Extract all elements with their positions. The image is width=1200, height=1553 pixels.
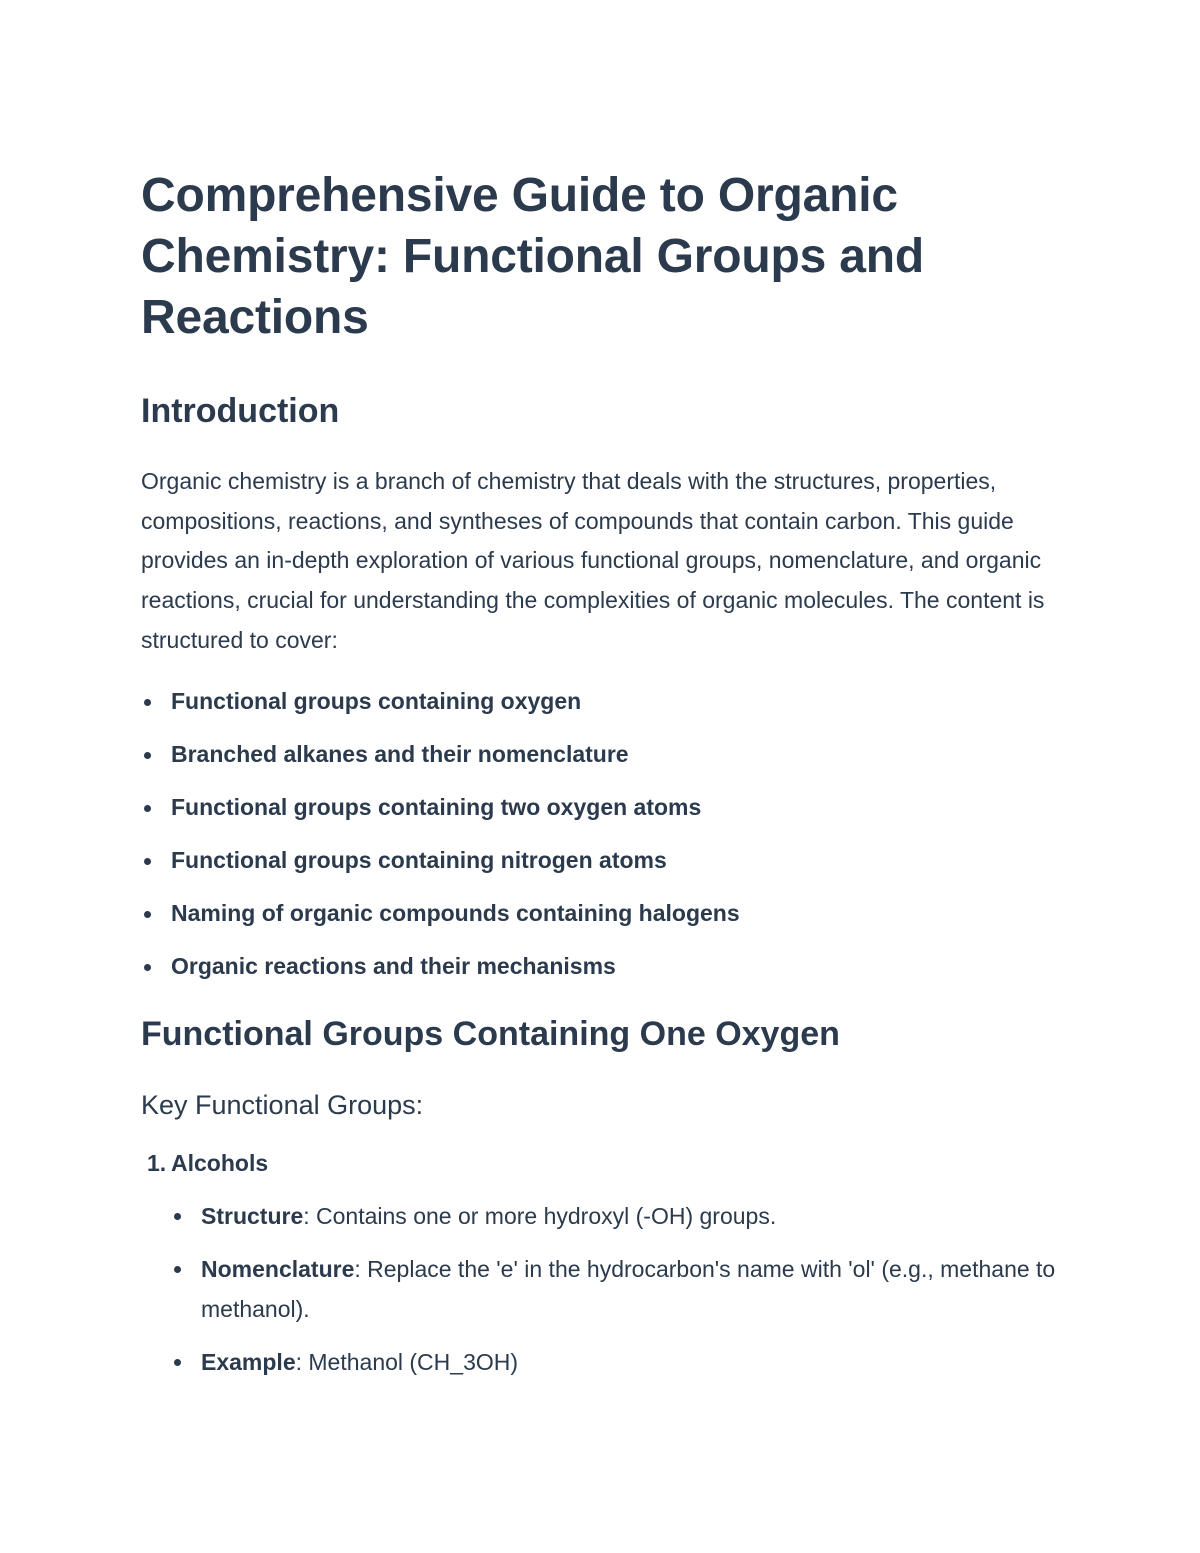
detail-text: : Methanol (CH_3OH) [295,1348,519,1375]
item-name: Alcohols [171,1149,269,1176]
list-item: Functional groups containing nitrogen atoms [141,834,1071,887]
list-item: Functional groups containing oxygen [141,675,1071,728]
document-title: Comprehensive Guide to Organic Chemistry: Functional Groups and Reactions [141,169,924,344]
detail-text: : Replace the 'e' in the hydrocarbon's name with 'ol' (e.g., methane to methanol). [201,1255,1056,1322]
section-subheading: Key Functional Groups: [141,1089,424,1120]
introduction-paragraph: Organic chemistry is a branch of chemistry that deals with the structures, properties, compositions, reactions, and syntheses of compounds that contain carbon. This guide provides an in-depth exploration of various functional groups, nomenclature, and organic reactions, crucial for understanding the complexities of organic molecules. The content is structured to cover: [141,468,1045,653]
list-item [201,1249,1071,1329]
list-item: Naming of organic compounds containing halogens [141,887,1071,940]
introduction-heading: Introduction [141,392,340,430]
list-item [201,1342,1071,1382]
detail-label: Structure [201,1202,304,1229]
item-number: 1. [147,1149,167,1176]
alcohol-details-list [141,1196,1071,1382]
detail-text: : Contains one or more hydroxyl (-OH) groups. [303,1202,777,1229]
document-page [141,165,1071,1382]
list-item: Functional groups containing two oxygen atoms [141,781,1071,834]
list-item: Branched alkanes and their nomenclature [141,728,1071,781]
numbered-item-alcohols [141,1143,1071,1183]
list-item [201,1196,1071,1236]
topics-list [141,675,1071,993]
section-heading: Functional Groups Containing One Oxygen [141,1014,840,1053]
detail-label: Nomenclature [201,1255,355,1282]
list-item: Organic reactions and their mechanisms [141,940,1071,993]
detail-label: Example [201,1348,296,1375]
